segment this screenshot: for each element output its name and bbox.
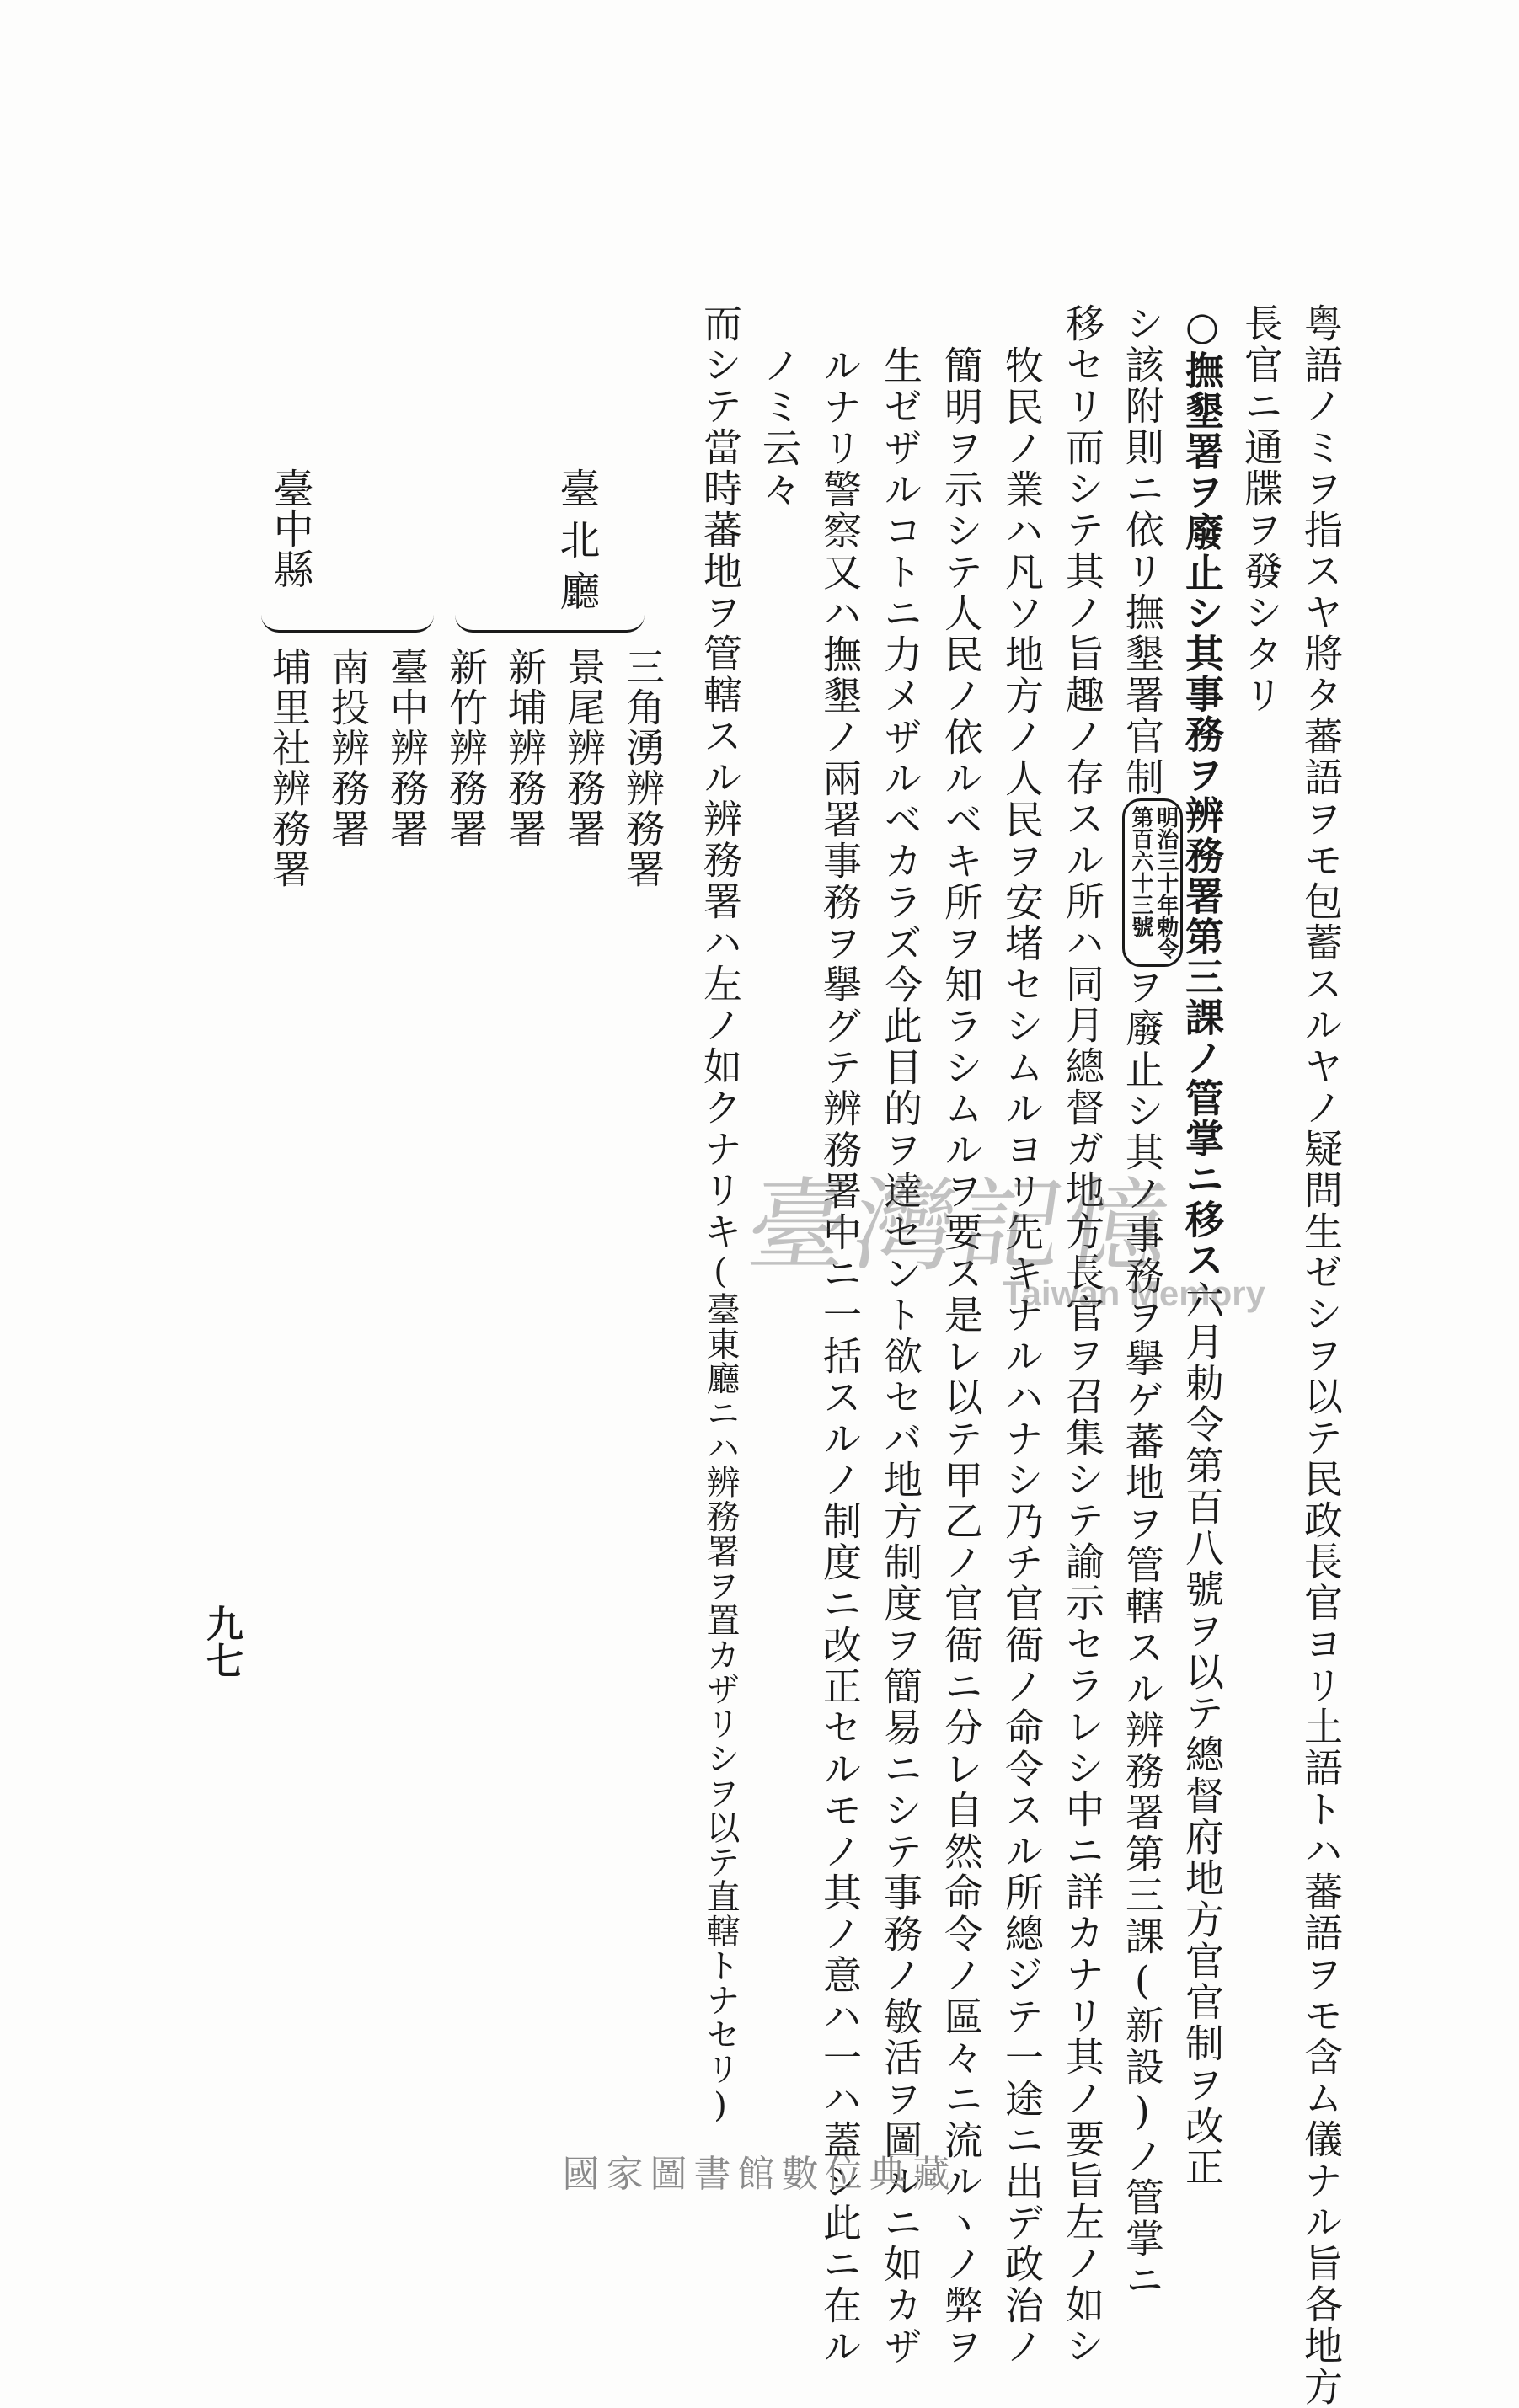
watermark-logo [740,1145,1265,1314]
text-column-6: 牧民ノ業ハ凡ソ地方ノ人民ヲ安堵セシムルヨリ先キナルハナシ乃チ官衙ノ命令スル所總ジテ一途ニ出デ政治ノ [999,345,1045,2368]
footer-collection: 國家圖書館數位典藏 [562,2153,957,2196]
office-shinchiku: 新竹辨務署 [443,647,489,849]
brace-taipei [455,615,645,633]
office-nanto: 南投辨務署 [325,647,371,849]
text-column-9: ルナリ警察又ハ撫墾ノ兩署事務ヲ擧グテ辨務署中ニ一括スルノ制度ニ改正セルモノ其ノ意ハ一ハ蓋シ此ニ在ル [817,345,863,2368]
text-column-1: 粤語ノミヲ指スヤ將タ蕃語ヲモ包蓄スルヤノ疑問生ゼシヲ以テ民政長官ヨリ土語トハ蕃語ヲモ含ム儀ナル旨各地方 [1298,303,1344,2408]
office-taichung: 臺中辨務署 [384,647,430,849]
watermark-english: Taiwan Memory [1003,1273,1265,1313]
text-column-11-note: (臺東廳ニハ辨務署ヲ置カザリシヲ以テ直轄トナセリ) [701,1252,740,2126]
text-column-5: 移セリ而シテ其ノ旨趣ノ存スル所ハ同月總督ガ地方長官ヲ召集シテ諭示セラレシ中ニ詳カナリ其ノ要旨左ノ如シ [1060,303,1105,2367]
text-column-11 [698,303,743,2126]
text-column-4-start: シ該附則ニ依リ撫墾署官制 [1119,303,1165,798]
inline-annotation [1122,798,1183,967]
office-shinpo: 新埔辨務署 [502,647,548,849]
watermark-chinese: 臺灣記憶 [740,1168,1182,1285]
prefecture-taichung: 臺中縣 [266,467,313,589]
text-column-8: 生ゼザルコトニ力メザルベカラズ今此目的ヲ達セント欲セバ地方制度ヲ簡易ニシテ事務ノ敏活ヲ圖ルニ如カザ [878,345,923,2368]
annotation-line-2: 第百六十三號 [1127,806,1153,937]
text-column-4-end: ヲ廢止シ其ノ事務ヲ擧ゲ蕃地ヲ管轄スル辨務署第三課(新設)ノ管掌ニ [1119,967,1165,2301]
office-horisha: 埔里社辨務署 [266,647,312,889]
text-column-7: 簡明ヲ示シテ人民ノ依ルベキ所ヲ知ラシムルヲ要ス是レ以テ甲乙ノ官衙ニ分レ自然命令ノ區々ニ流ルヽノ弊ヲ [939,345,984,2368]
office-sankakuyu: 三角湧辨務署 [620,647,666,889]
text-column-10: ノミ云々 [757,345,802,510]
page-number: 九七 [200,1604,243,1679]
prefecture-taipei: 臺北廳 [553,467,600,611]
brace-taichung [261,615,434,633]
text-column-3-body: 六月勅令第百八號ヲ以テ總督府地方官官制ヲ改正 [1179,1280,1225,2188]
text-column-11-body: 而シテ當時蕃地ヲ管轄スル辨務署ハ左ノ如クナリキ [698,303,743,1252]
section-heading: ○撫墾署ヲ廢止シ其事務ヲ辨務署第三課ノ管掌ニ移ス [1179,303,1225,1280]
office-keibi: 景尾辨務署 [561,647,607,849]
annotation-line-1: 明治三十年勅令 [1153,806,1179,959]
text-column-2: 長官ニ通牒ヲ發シタリ [1238,303,1284,716]
